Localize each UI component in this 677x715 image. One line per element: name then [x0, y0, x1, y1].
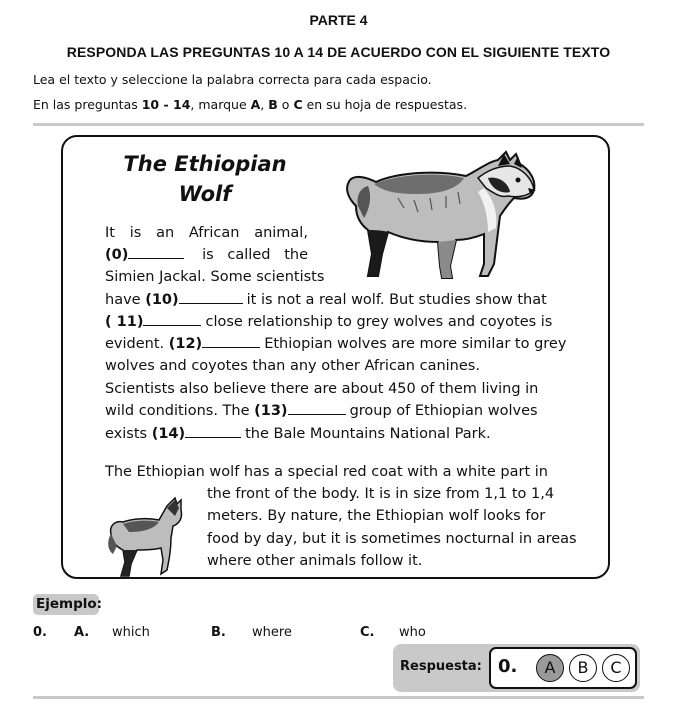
option-b-text: where [252, 625, 292, 640]
text-line: exists (14) the Bale Mountains National Park. [105, 426, 491, 442]
question-number: ( 11) [105, 314, 144, 330]
text-line: It is an African animal, [105, 225, 308, 241]
text-line: wild conditions. The (13) group of Ethiopian wolves [105, 403, 538, 419]
text-line: food by day, but it is sometimes nocturnal in areas [207, 531, 577, 547]
option-b-letter: B. [211, 625, 226, 640]
answer-blank [202, 347, 260, 348]
instruction-line-1: Lea el texto y seleccione la palabra correcta para cada espacio. [33, 72, 432, 87]
example-label: Ejemplo: [33, 594, 99, 615]
wolf-illustration-icon [338, 148, 548, 286]
answer-blank [143, 325, 201, 326]
text-line: The Ethiopian wolf has a special red coat with a white part in [105, 464, 548, 480]
text-line: Simien Jackal. Some scientists [105, 269, 325, 285]
answer-blank [128, 258, 184, 259]
answer-blank [185, 437, 241, 438]
option-c-letter: C. [360, 625, 375, 640]
example-number: 0. [33, 625, 47, 640]
text-line: have (10) it is not a real wolf. But studies show that [105, 292, 547, 308]
text-line: ( 11) close relationship to grey wolves and coyotes is [105, 314, 553, 330]
text-line: meters. By nature, the Ethiopian wolf looks for [207, 508, 546, 524]
text-line: wolves and coyotes than any other African canines. [105, 358, 480, 374]
answer-bubble-b[interactable]: B [569, 654, 597, 682]
text-line: the front of the body. It is in size from 1,1 to 1,4 [207, 486, 555, 502]
question-number: (12) [168, 336, 203, 352]
text-line: evident. (12) Ethiopian wolves are more similar to grey [105, 336, 567, 352]
option-a-letter: A. [74, 625, 90, 640]
option-a-text: which [112, 625, 150, 640]
question-number: (14) [151, 426, 186, 442]
story-title-line-1: The Ethiopian [123, 152, 287, 176]
divider-top [33, 123, 644, 126]
question-number: (13) [254, 403, 288, 419]
text-line: (0) is called the [105, 247, 308, 263]
answer-blank [179, 303, 243, 304]
question-number: (0) [105, 247, 129, 263]
part-title: PARTE 4 [309, 12, 368, 28]
answer-bubble-c[interactable]: C [602, 654, 630, 682]
answer-bubble-a[interactable]: A [536, 654, 564, 682]
question-number: (10) [145, 292, 179, 308]
instruction-line-2: En las preguntas 10 - 14, marque A, B o C en su hoja de respuestas. [33, 97, 468, 112]
text-line: Scientists also believe there are about 450 of them living in [105, 381, 539, 397]
text-line: where other animals follow it. [207, 553, 423, 569]
story-title-line-2: Wolf [178, 182, 232, 206]
answer-blank [288, 414, 346, 415]
answer-label: Respuesta: [400, 659, 482, 674]
answer-number: 0. [498, 656, 518, 677]
instructions-title: RESPONDA LAS PREGUNTAS 10 A 14 DE ACUERDO CON EL SIGUIENTE TEXTO [66, 44, 611, 60]
option-c-text: who [399, 625, 426, 640]
divider-bottom [33, 696, 644, 699]
howling-wolf-icon [105, 494, 190, 584]
